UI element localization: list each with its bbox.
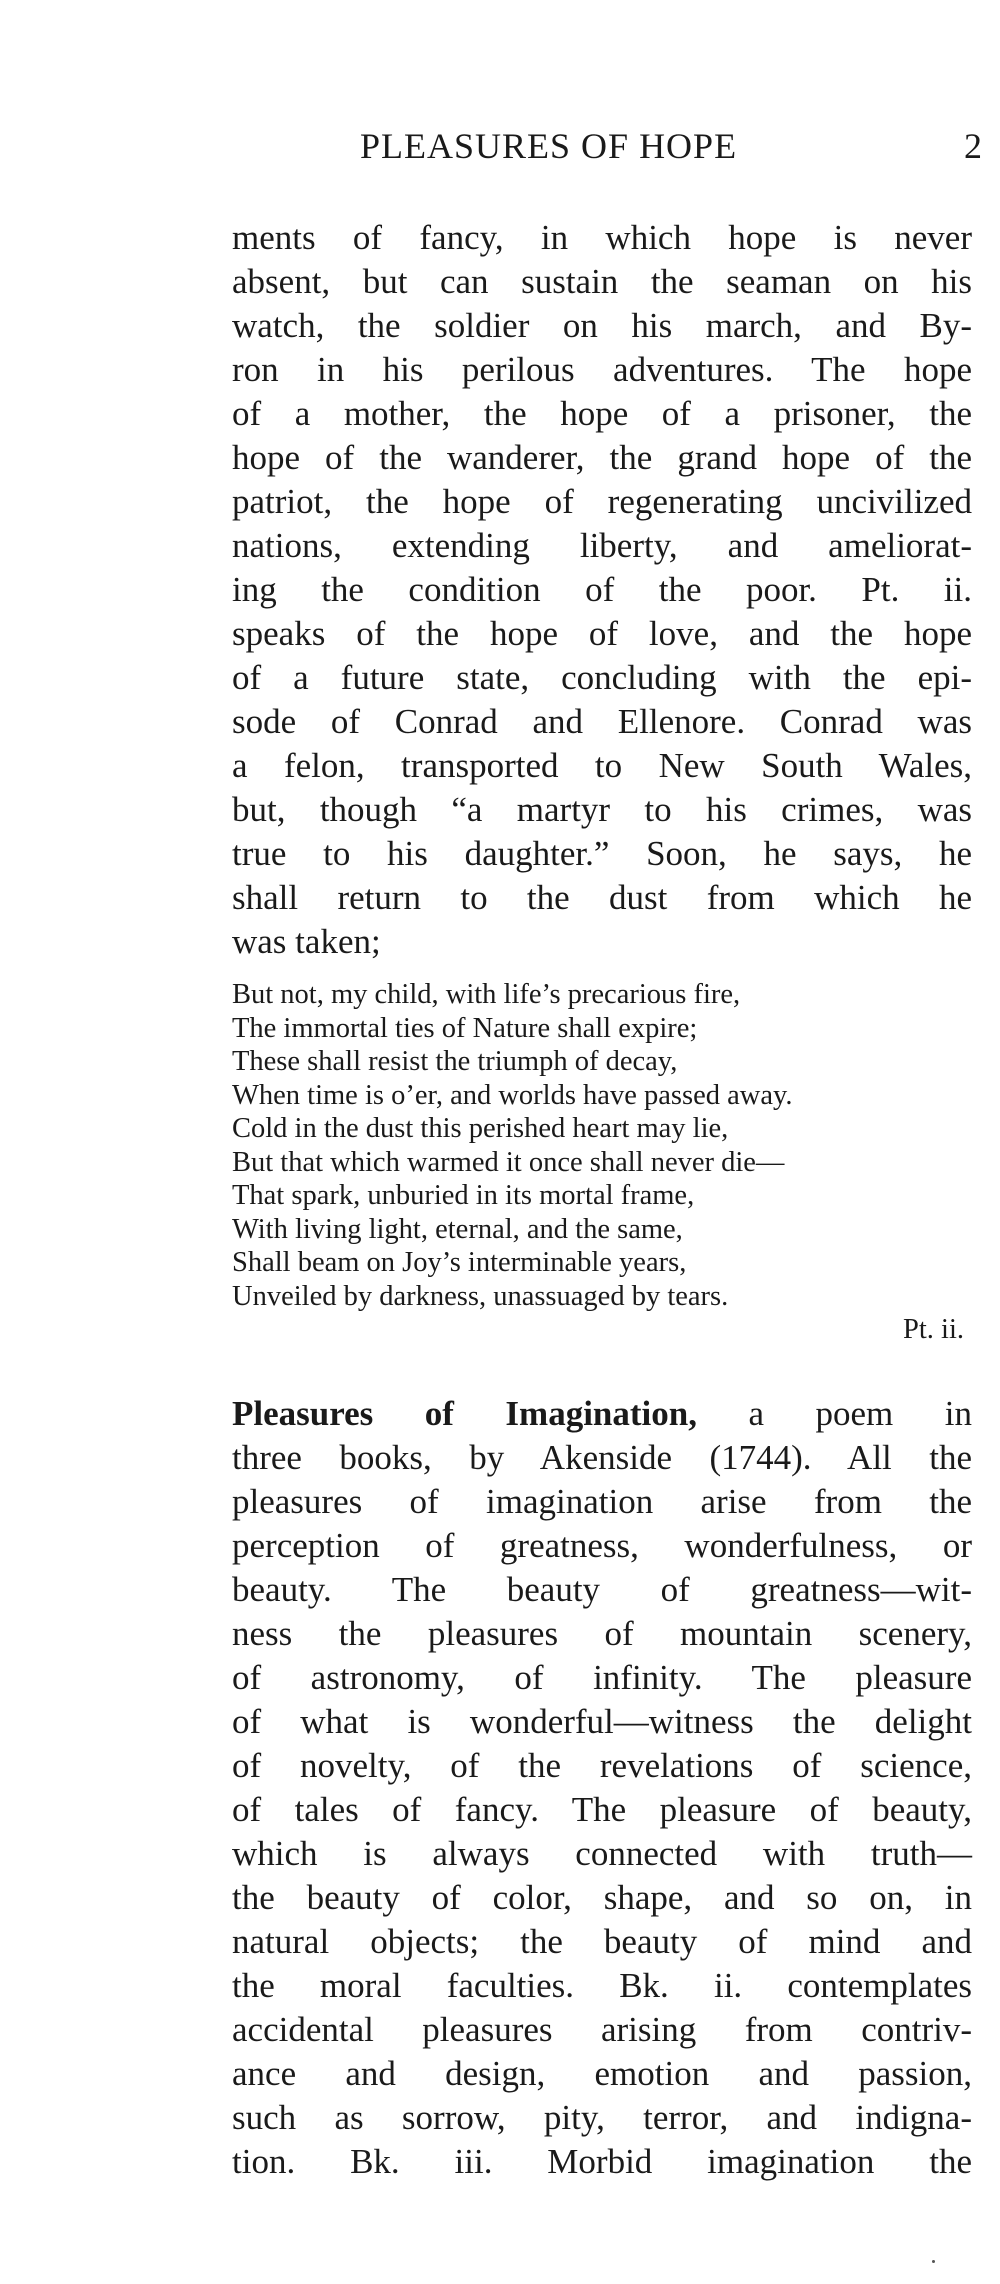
running-title: PLEASURES OF HOPE [360, 126, 738, 166]
text-line: beauty. The beauty of greatness—wit- [232, 1570, 972, 1609]
text-line: watch, the soldier on his march, and By- [232, 306, 972, 345]
text-line: but, though “a martyr to his crimes, was [232, 790, 972, 829]
text-line: a felon, transported to New South Wales, [232, 746, 972, 785]
text-line: of novelty, of the revelations of science, [232, 1746, 972, 1785]
text-line: of what is wonderful—witness the delight [232, 1702, 972, 1741]
text-line: ron in his perilous adventures. The hope [232, 350, 972, 389]
verse-line: Cold in the dust this perished heart may lie, [232, 1113, 729, 1144]
verse-line: These shall resist the triumph of decay, [232, 1046, 678, 1077]
print-speck [932, 2260, 935, 2263]
text-line: patriot, the hope of regenerating uncivilized [232, 482, 972, 521]
text-line: hope of the wanderer, the grand hope of the [232, 438, 972, 477]
text-line: true to his daughter.” Soon, he says, he [232, 834, 972, 873]
text-line: ments of fancy, in which hope is never [232, 218, 972, 257]
text-line: pleasures of imagination arise from the [232, 1482, 972, 1521]
text-line: of astronomy, of infinity. The pleasure [232, 1658, 972, 1697]
verse-line: That spark, unburied in its mortal frame, [232, 1180, 695, 1211]
text-line: ing the condition of the poor. Pt. ii. [232, 570, 972, 609]
text-line: ance and design, emotion and passion, [232, 2054, 972, 2093]
text-line: ness the pleasures of mountain scenery, [232, 1614, 972, 1653]
verse-citation: Pt. ii. [903, 1314, 964, 1345]
entry-first-line-rest: a poem in [697, 1394, 972, 1433]
entry-title: Pleasures of Imagination, [232, 1394, 697, 1433]
text-line: of tales of fancy. The pleasure of beauty, [232, 1790, 972, 1829]
text-line: absent, but can sustain the seaman on his [232, 262, 972, 301]
text-line: such as sorrow, pity, terror, and indigna- [232, 2098, 972, 2137]
text-line: speaks of the hope of love, and the hope [232, 614, 972, 653]
verse-line: Shall beam on Joy’s interminable years, [232, 1247, 687, 1278]
entry-first-line [232, 1392, 972, 1436]
text-line: of a mother, the hope of a prisoner, the [232, 394, 972, 433]
page-number: 2 [964, 126, 982, 166]
text-line: sode of Conrad and Ellenore. Conrad was [232, 702, 972, 741]
text-line: nations, extending liberty, and ameliorat- [232, 526, 972, 565]
text-line: the beauty of color, shape, and so on, in [232, 1878, 972, 1917]
text-line: shall return to the dust from which he [232, 878, 972, 917]
text-line: of a future state, concluding with the epi- [232, 658, 972, 697]
text-line: was taken; [232, 922, 381, 961]
paragraph-hope-summary [232, 216, 972, 964]
text-line: accidental pleasures arising from contriv- [232, 2010, 972, 2049]
text-line: perception of greatness, wonderfulness, or [232, 1526, 972, 1565]
verse-line: The immortal ties of Nature shall expire; [232, 1012, 698, 1044]
verse-line: Unveiled by darkness, unassuaged by tears. [232, 1280, 729, 1312]
verse-line: But that which warmed it once shall never die— [232, 1146, 785, 1178]
verse-line: But not, my child, with life’s precarious fire, [232, 979, 741, 1010]
text-line: which is always connected with truth— [232, 1834, 972, 1873]
entry-pleasures-of-imagination [232, 1392, 972, 2184]
text-line: tion. Bk. iii. Morbid imagination the [232, 2142, 972, 2181]
verse-line: When time is o’er, and worlds have passed away. [232, 1079, 793, 1111]
verse-line: With living light, eternal, and the same, [232, 1213, 683, 1245]
text-line: natural objects; the beauty of mind and [232, 1922, 972, 1961]
text-line: three books, by Akenside (1744). All the [232, 1438, 972, 1477]
verse-quotation [232, 978, 972, 1347]
text-line: the moral faculties. Bk. ii. contemplates [232, 1966, 972, 2005]
